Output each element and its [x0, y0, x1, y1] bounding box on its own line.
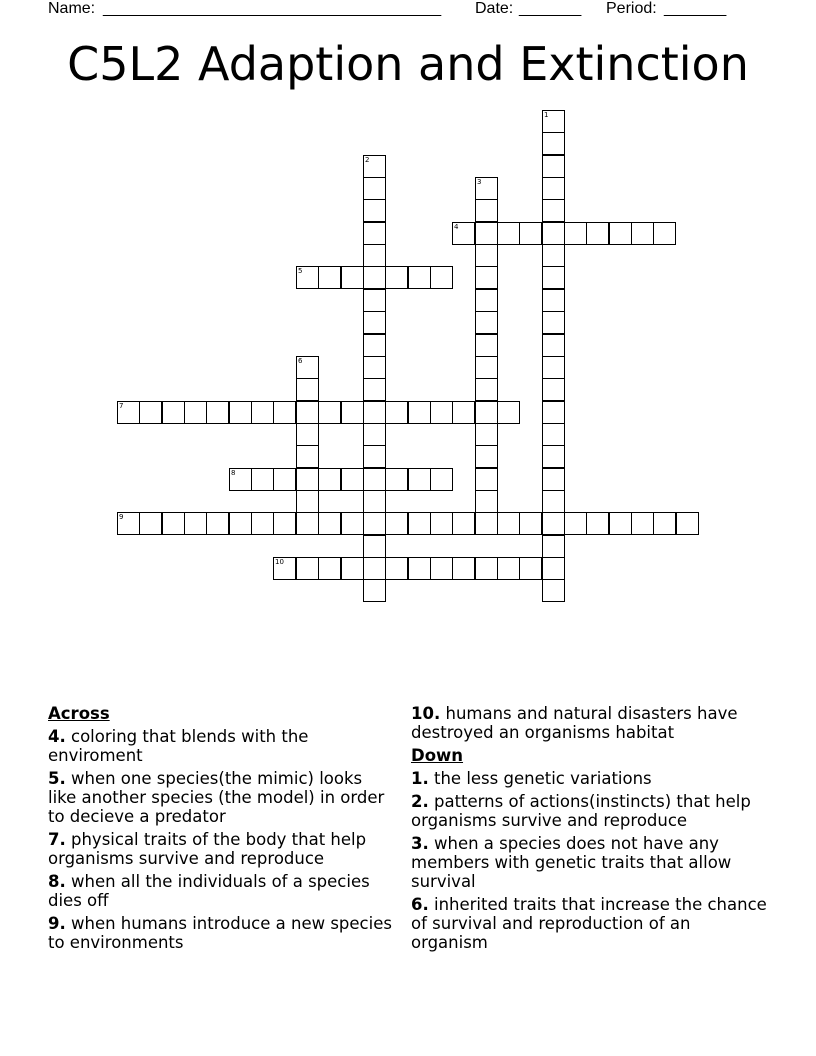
- clue-text: coloring that blends with the enviroment: [48, 727, 309, 765]
- grid-cell[interactable]: [542, 423, 565, 446]
- grid-cell[interactable]: [542, 557, 565, 580]
- grid-cell[interactable]: [519, 512, 542, 535]
- cell-number: 7: [119, 402, 124, 410]
- grid-cell[interactable]: [273, 401, 296, 424]
- grid-cell[interactable]: [341, 468, 364, 491]
- grid-cell[interactable]: [363, 289, 386, 312]
- grid-cell[interactable]: [206, 512, 229, 535]
- grid-cell[interactable]: [542, 110, 565, 133]
- grid-cell[interactable]: [139, 401, 162, 424]
- grid-cell[interactable]: [363, 445, 386, 468]
- grid-cell[interactable]: [341, 557, 364, 580]
- grid-cell[interactable]: [273, 468, 296, 491]
- grid-cell[interactable]: [430, 557, 453, 580]
- grid-cell[interactable]: [475, 177, 498, 200]
- grid-cell[interactable]: [296, 445, 319, 468]
- grid-cell[interactable]: [631, 512, 654, 535]
- date-label: Date:: [475, 0, 514, 17]
- grid-cell[interactable]: [318, 557, 341, 580]
- grid-cell[interactable]: [341, 401, 364, 424]
- grid-cell[interactable]: [475, 289, 498, 312]
- clue-across-7: [48, 830, 393, 868]
- grid-cell[interactable]: [408, 266, 431, 289]
- clue-across-5: [48, 769, 393, 826]
- grid-cell[interactable]: [542, 445, 565, 468]
- grid-cell[interactable]: [363, 244, 386, 267]
- grid-cell[interactable]: [363, 557, 386, 580]
- grid-cell[interactable]: [475, 266, 498, 289]
- clue-text: the less genetic variations: [434, 769, 652, 788]
- grid-cell[interactable]: [475, 401, 498, 424]
- clue-number: 7.: [48, 830, 66, 849]
- grid-cell[interactable]: [653, 512, 676, 535]
- grid-cell[interactable]: [430, 512, 453, 535]
- name-field[interactable]: ______________________________________: [103, 0, 442, 17]
- grid-cell[interactable]: [363, 356, 386, 379]
- grid-cell[interactable]: [497, 512, 520, 535]
- clue-number: 1.: [411, 769, 429, 788]
- grid-cell[interactable]: [229, 401, 252, 424]
- grid-cell[interactable]: [631, 222, 654, 245]
- grid-cell[interactable]: [385, 266, 408, 289]
- grid-cell[interactable]: [385, 512, 408, 535]
- cell-number: 6: [298, 357, 303, 365]
- grid-cell[interactable]: [452, 222, 475, 245]
- grid-cell[interactable]: [296, 490, 319, 513]
- page-title: C5L2 Adaption and Extinction: [67, 37, 749, 91]
- grid-cell[interactable]: [408, 468, 431, 491]
- grid-cell[interactable]: [296, 356, 319, 379]
- grid-cell[interactable]: [318, 266, 341, 289]
- grid-cell[interactable]: [229, 468, 252, 491]
- grid-cell[interactable]: [609, 512, 632, 535]
- grid-cell[interactable]: [475, 490, 498, 513]
- grid-cell[interactable]: [408, 557, 431, 580]
- grid-cell[interactable]: [430, 401, 453, 424]
- clue-text: physical traits of the body that help organisms survive and reproduce: [48, 830, 367, 868]
- clue-across-9: [48, 914, 393, 952]
- clue-text: humans and natural disasters have destroyed an organisms habitat: [411, 704, 738, 742]
- grid-cell[interactable]: [296, 557, 319, 580]
- grid-cell[interactable]: [475, 199, 498, 222]
- grid-cell[interactable]: [408, 512, 431, 535]
- cell-number: 3: [477, 178, 482, 186]
- grid-cell[interactable]: [363, 490, 386, 513]
- grid-cell[interactable]: [475, 244, 498, 267]
- grid-cell[interactable]: [296, 378, 319, 401]
- grid-cell[interactable]: [206, 401, 229, 424]
- grid-cell[interactable]: [542, 132, 565, 155]
- grid-cell[interactable]: [497, 401, 520, 424]
- grid-cell[interactable]: [542, 311, 565, 334]
- grid-cell[interactable]: [251, 512, 274, 535]
- clue-text: when all the individuals of a species dies off: [48, 872, 370, 910]
- clue-text: when humans introduce a new species to environments: [48, 914, 392, 952]
- cell-number: 2: [365, 156, 370, 164]
- grid-cell[interactable]: [475, 512, 498, 535]
- grid-cell[interactable]: [363, 311, 386, 334]
- grid-cell[interactable]: [363, 468, 386, 491]
- across-heading: Across: [48, 704, 110, 723]
- grid-cell[interactable]: [139, 512, 162, 535]
- name-label: Name:: [48, 0, 96, 17]
- grid-cell[interactable]: [452, 557, 475, 580]
- clue-down-1: [411, 769, 771, 788]
- grid-cell[interactable]: [251, 401, 274, 424]
- grid-cell[interactable]: [564, 222, 587, 245]
- clue-down-6: [411, 895, 771, 952]
- grid-cell[interactable]: [296, 266, 319, 289]
- grid-cell[interactable]: [653, 222, 676, 245]
- clues-right-column: [411, 704, 771, 956]
- grid-cell[interactable]: [363, 199, 386, 222]
- clues-left-column: [48, 704, 393, 956]
- clue-text: when one species(the mimic) looks like another species (the model) in order to decieve a predator: [48, 769, 385, 826]
- grid-cell[interactable]: [117, 512, 140, 535]
- grid-cell[interactable]: [497, 222, 520, 245]
- grid-cell[interactable]: [564, 512, 587, 535]
- grid-cell[interactable]: [519, 557, 542, 580]
- grid-cell[interactable]: [273, 557, 296, 580]
- grid-cell[interactable]: [363, 155, 386, 178]
- grid-cell[interactable]: [452, 512, 475, 535]
- date-field[interactable]: _______: [519, 0, 582, 17]
- grid-cell[interactable]: [430, 266, 453, 289]
- clue-across-4: [48, 727, 393, 765]
- grid-cell[interactable]: [273, 512, 296, 535]
- grid-cell[interactable]: [542, 289, 565, 312]
- cell-number: 4: [454, 223, 459, 231]
- grid-cell[interactable]: [542, 266, 565, 289]
- grid-cell[interactable]: [542, 378, 565, 401]
- cell-number: 10: [275, 558, 284, 566]
- cell-number: 1: [544, 111, 549, 119]
- grid-cell[interactable]: [542, 244, 565, 267]
- grid-cell[interactable]: [363, 512, 386, 535]
- grid-cell[interactable]: [363, 423, 386, 446]
- grid-cell[interactable]: [475, 423, 498, 446]
- clue-number: 9.: [48, 914, 66, 933]
- clue-number: 3.: [411, 834, 429, 853]
- grid-cell[interactable]: [363, 222, 386, 245]
- clue-down-2: [411, 792, 771, 830]
- grid-cell[interactable]: [475, 468, 498, 491]
- grid-cell[interactable]: [542, 155, 565, 178]
- grid-cell[interactable]: [341, 266, 364, 289]
- grid-cell[interactable]: [542, 177, 565, 200]
- grid-cell[interactable]: [296, 468, 319, 491]
- grid-cell[interactable]: [542, 222, 565, 245]
- clue-across-10: [411, 704, 771, 742]
- clue-number: 5.: [48, 769, 66, 788]
- clue-text: inherited traits that increase the chance of survival and reproduction of an organism: [411, 895, 767, 952]
- grid-cell[interactable]: [117, 401, 140, 424]
- grid-cell[interactable]: [363, 177, 386, 200]
- grid-cell[interactable]: [542, 334, 565, 357]
- grid-cell[interactable]: [363, 579, 386, 602]
- grid-cell[interactable]: [676, 512, 699, 535]
- grid-cell[interactable]: [341, 512, 364, 535]
- grid-cell[interactable]: [542, 199, 565, 222]
- grid-cell[interactable]: [542, 512, 565, 535]
- clue-number: 10.: [411, 704, 441, 723]
- grid-cell[interactable]: [475, 334, 498, 357]
- grid-cell[interactable]: [363, 334, 386, 357]
- grid-cell[interactable]: [475, 378, 498, 401]
- clue-number: 2.: [411, 792, 429, 811]
- grid-cell[interactable]: [542, 490, 565, 513]
- grid-cell[interactable]: [296, 423, 319, 446]
- grid-cell[interactable]: [385, 401, 408, 424]
- grid-cell[interactable]: [542, 535, 565, 558]
- grid-cell[interactable]: [363, 401, 386, 424]
- grid-cell[interactable]: [586, 222, 609, 245]
- clue-number: 4.: [48, 727, 66, 746]
- grid-cell[interactable]: [497, 557, 520, 580]
- grid-cell[interactable]: [430, 468, 453, 491]
- grid-cell[interactable]: [385, 468, 408, 491]
- grid-cell[interactable]: [609, 222, 632, 245]
- clue-down-3: [411, 834, 771, 891]
- grid-cell[interactable]: [363, 266, 386, 289]
- grid-cell[interactable]: [296, 401, 319, 424]
- clue-number: 8.: [48, 872, 66, 891]
- grid-cell[interactable]: [363, 378, 386, 401]
- grid-cell[interactable]: [542, 579, 565, 602]
- grid-cell[interactable]: [318, 401, 341, 424]
- grid-cell[interactable]: [408, 401, 431, 424]
- grid-cell[interactable]: [318, 468, 341, 491]
- grid-cell[interactable]: [385, 557, 408, 580]
- grid-cell[interactable]: [475, 222, 498, 245]
- grid-cell[interactable]: [519, 222, 542, 245]
- period-label: Period:: [606, 0, 657, 17]
- grid-cell[interactable]: [251, 468, 274, 491]
- grid-cell[interactable]: [452, 401, 475, 424]
- grid-cell[interactable]: [184, 401, 207, 424]
- period-field[interactable]: _______: [664, 0, 727, 17]
- clue-text: when a species does not have any members with genetic traits that allow survival: [411, 834, 732, 891]
- clue-text: patterns of actions(instincts) that help organisms survive and reproduce: [411, 792, 751, 830]
- grid-cell[interactable]: [542, 356, 565, 379]
- grid-cell[interactable]: [184, 512, 207, 535]
- grid-cell[interactable]: [162, 512, 185, 535]
- grid-cell[interactable]: [475, 311, 498, 334]
- grid-cell[interactable]: [363, 535, 386, 558]
- grid-cell[interactable]: [475, 445, 498, 468]
- cell-number: 5: [298, 267, 303, 275]
- grid-cell[interactable]: [229, 512, 252, 535]
- grid-cell[interactable]: [586, 512, 609, 535]
- grid-cell[interactable]: [475, 356, 498, 379]
- down-heading: Down: [411, 746, 464, 765]
- grid-cell[interactable]: [542, 401, 565, 424]
- grid-cell[interactable]: [296, 512, 319, 535]
- clue-across-8: [48, 872, 393, 910]
- grid-cell[interactable]: [542, 468, 565, 491]
- cell-number: 9: [119, 513, 124, 521]
- clue-number: 6.: [411, 895, 429, 914]
- cell-number: 8: [231, 469, 236, 477]
- grid-cell[interactable]: [475, 557, 498, 580]
- grid-cell[interactable]: [318, 512, 341, 535]
- grid-cell[interactable]: [162, 401, 185, 424]
